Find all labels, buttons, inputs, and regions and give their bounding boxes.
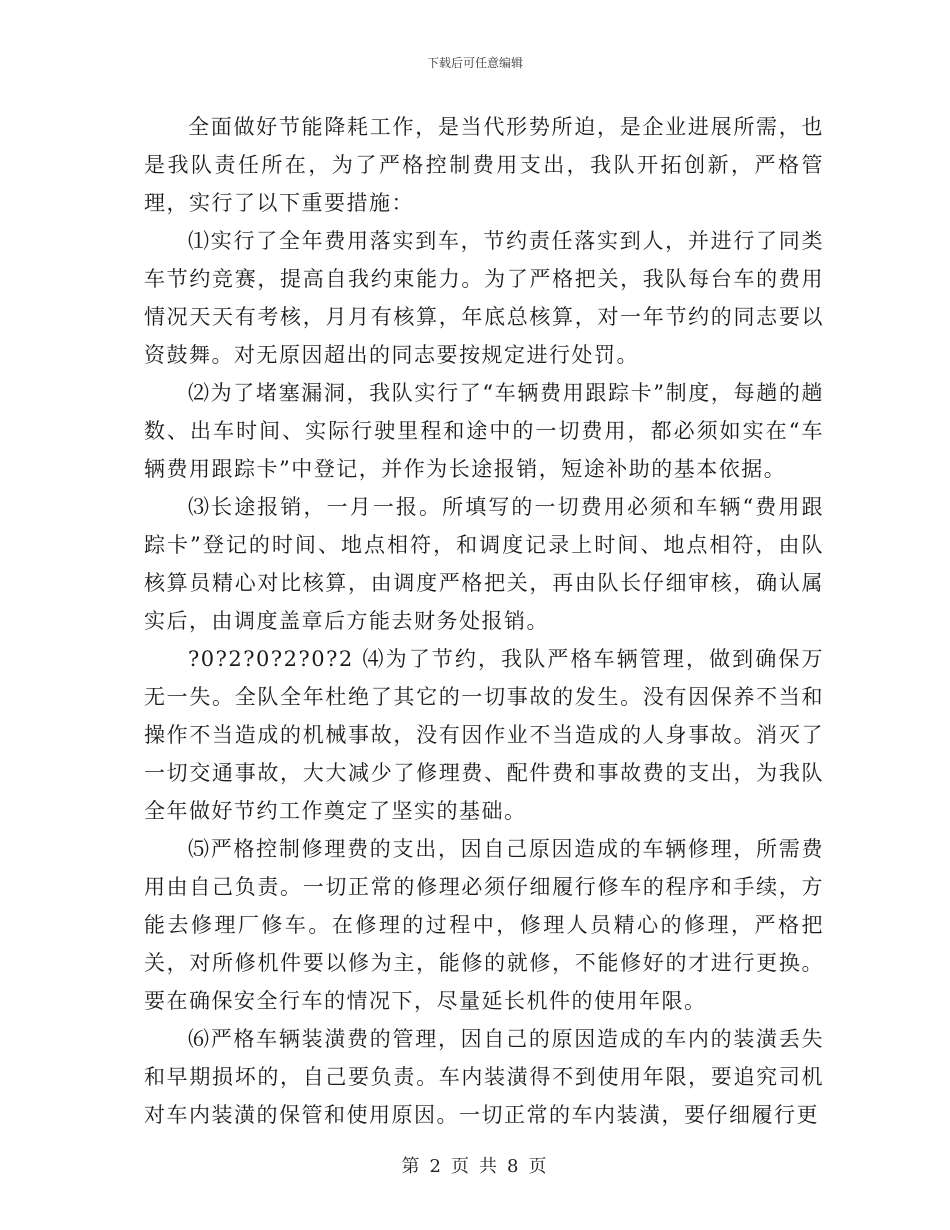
paragraph-item-1: ⑴实行了全年费用落实到车，节约责任落实到人，并进行了同类车节约竞赛，提高自我约束能力。为了严格把关，我队每台车的费用情况天天有考核，月月有核算，年底总核算，对一年节约的同志要以资鼓舞。对无原因超出的同志要按规定进行处罚。 [144, 229, 824, 367]
footer-label-page: 第 [401, 1156, 422, 1177]
paragraph-item-6: ⑹严格车辆装潢费的管理，因自己的原因造成的车内的装潢丢失和早期损坏的，自己要负责。车内装潢得不到使用年限，要追究司机对车内装潢的保管和使用原因。一切正常的车内装潢，要仔细履行更 [144, 1027, 824, 1127]
footer-label-unit: 页 [451, 1156, 471, 1177]
paragraph-item-2: ⑵为了堵塞漏洞，我队实行了“车辆费用跟踪卡”制度，每趟的趟数、出车时间、实际行驶里程和途中的一切费用，都必须如实在“车辆费用跟踪卡”中登记，并作为长途报销，短途补助的基本依据。 [144, 381, 824, 481]
paragraph-item-3: ⑶长途报销，一月一报。所填写的一切费用必须和车辆“费用跟踪卡”登记的时间、地点相符，和调度记录上时间、地点相符，由队核算员精心对比核算，由调度严格把关，再由队长仔细审核，确认属实后，由调度盖章后方能去财务处报销。 [144, 495, 824, 633]
paragraph-intro: 全面做好节能降耗工作，是当代形势所迫，是企业进展所需，也是我队责任所在，为了严格控制费用支出，我队开拓创新，严格管理，实行了以下重要措施： [144, 115, 824, 215]
page-header: 下载后可任意编辑 [426, 56, 523, 70]
paragraph-item-5: ⑸严格控制修理费的支出，因自己原因造成的车辆修理，所需费用由自己负责。一切正常的修理必须仔细履行修车的程序和手续，方能去修理厂修车。在修理的过程中，修理人员精心的修理，严格把关，对所修机件要以修为主，能修的就修，不能修好的才进行更换。要在确保安全行车的情况下，尽量延长机件的使用年限。 [144, 837, 824, 1013]
footer-current-page: 2 [429, 1156, 443, 1177]
document-body [144, 108, 824, 1134]
page-footer [0, 1152, 950, 1178]
footer-label-total: 共 [479, 1156, 499, 1177]
footer-label-unit2: 页 [528, 1156, 549, 1177]
footer-total-pages: 8 [507, 1156, 521, 1177]
paragraph-item-4: ?0?2?0?2?0?2 ⑷为了节约，我队严格车辆管理，做到确保万无一失。全队全年杜绝了其它的一切事故的发生。没有因保养不当和操作不当造成的机械事故，没有因作业不当造成的人身事故。消灭了一切交通事故，大大减少了修理费、配件费和事故费的支出，为我队全年做好节约工作奠定了坚实的基础。 [144, 647, 824, 823]
